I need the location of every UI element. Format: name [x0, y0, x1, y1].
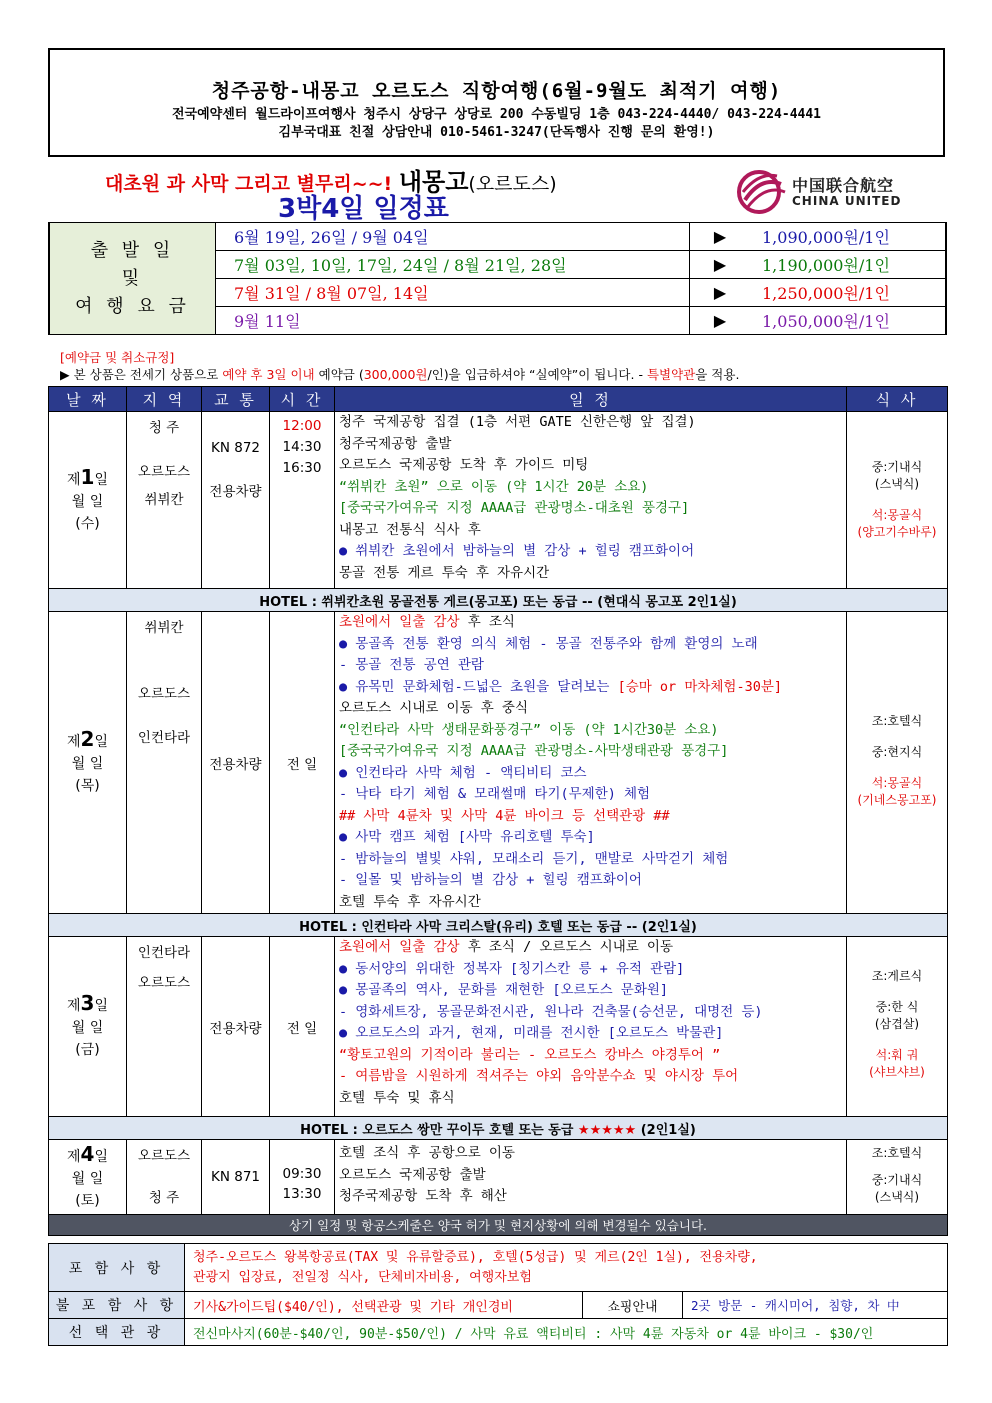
day-meals: [847, 412, 948, 589]
logo-zh-text: 中国联合航空: [792, 176, 895, 195]
price-table: [48, 222, 947, 335]
day-suffix: 일: [94, 734, 108, 750]
departure-label: [49, 223, 216, 335]
day-prefix: 제: [67, 471, 81, 488]
notice-part: 예약금 (: [314, 367, 364, 382]
meal: 조:호텔식: [871, 1146, 923, 1160]
meal: 석:훠 궈: [875, 1048, 919, 1062]
hotel-name: HOTEL : 오르도스 쌍만 꾸이두 호텔 또는 동급: [300, 1122, 578, 1138]
region: 오르도스: [137, 975, 191, 991]
header-contact-line: 전국예약센터 월드라이프여행사 청주시 상당구 상당로 200 수동빌딩 1층 043-224-4440/ 043-224-4441: [171, 107, 822, 122]
schedule-line: [중국국가여유국 지정 AAAA급 관광명소-사막생태관광 풍경구]: [339, 743, 729, 759]
day-schedule: [335, 612, 847, 914]
schedule-line: ● 사막 캠프 체험 [사막 유리호텔 투숙]: [339, 829, 595, 845]
day-row-1: [49, 412, 948, 589]
arrow-icon: ▶: [690, 251, 751, 279]
schedule-line: ● 몽골족 전통 환영 의식 체험 - 몽골 전통주와 함께 환영의 노래: [339, 635, 758, 652]
schedule-line: ● 쒸뷔칸 초원에서 밤하늘의 별 감상 + 힐링 캠프화이어: [339, 543, 695, 559]
itinerary-header-row: [49, 387, 948, 412]
schedule-line: 호텔 투숙 후 자유시간: [339, 893, 481, 910]
col-region: 지 역: [127, 387, 202, 412]
schedule-line: [339, 612, 846, 634]
region: 청 주: [148, 1190, 180, 1206]
china-united-logo: [735, 170, 915, 214]
day-weekday: (토): [75, 1192, 100, 1209]
time: 전 일: [286, 1020, 318, 1037]
meal: 중:한 식: [875, 1000, 919, 1014]
schedule-line: - 몽골 전통 공연 관람: [339, 657, 484, 673]
notice-special-terms: 특별약관: [646, 367, 696, 382]
hotel-info: [49, 1117, 948, 1140]
tour-title-main: 내몽고: [398, 168, 469, 196]
schedule-line: 오르도스 시내로 이동 후 중식: [339, 700, 529, 716]
day-date: 월 일: [71, 1020, 104, 1036]
day-transport: [202, 1140, 270, 1215]
schedule-line: “인컨타라 사막 생태문화풍경구” 이동 (약 1시간30분 소요): [339, 721, 719, 738]
region: 청 주: [148, 420, 180, 436]
day-regions: [127, 612, 202, 914]
arrow-icon: ▶: [690, 279, 751, 307]
region: 인컨타라: [137, 730, 191, 746]
day-suffix: 일: [94, 1148, 108, 1165]
region: 오르도스: [137, 1148, 191, 1164]
day-number: 1: [80, 464, 95, 489]
region: 쒸뷔칸: [144, 492, 184, 508]
time: 12:00: [282, 418, 322, 434]
notice-deposit-amount: 300,000원: [363, 367, 428, 382]
meal: (기네스몽고포): [857, 793, 937, 807]
tour-price: 1,250,000원/1인: [750, 279, 946, 307]
schedule-line: 내몽고 전통식 식사 후: [339, 521, 481, 538]
included-line: 청주-오르도스 왕복항공료(TAX 및 유류할증료), 호텔(5성급) 및 게르(2인 1실), 전용차량,: [193, 1249, 758, 1265]
day-schedule: [335, 1140, 847, 1215]
meal: 중:현지식: [871, 745, 923, 759]
schedule-text: 후 조식: [459, 614, 515, 630]
change-notice: 상기 일정 및 항공스케줄은 양국 허가 및 현지상황에 의해 변경될수 있습니다.: [49, 1215, 948, 1236]
schedule-line: 청주국제공항 출발: [339, 435, 452, 452]
col-time: 시 간: [270, 387, 335, 412]
notice-deadline: 예약 후 3일 이내: [222, 367, 315, 382]
sunrise-highlight: 초원에서 일출 감상: [339, 939, 460, 955]
schedule-line: - 낙타 타기 체험 & 모래썰매 타기(무제한) 체험: [339, 786, 651, 802]
included-line: 관광지 입장료, 전일정 식사, 단체비자비용, 여행자보험: [193, 1269, 532, 1285]
change-notice-row: [49, 1215, 948, 1236]
schedule-line: [중국국가여유국 지정 AAAA급 관광명소-대초원 풍경구]: [339, 500, 690, 516]
meal: (스낵식): [874, 477, 920, 491]
day-transport: [202, 937, 270, 1117]
departure-label-line3: 여 행 요 금: [75, 295, 190, 317]
meal: (스낵식): [874, 1190, 920, 1204]
day-label: [49, 412, 127, 589]
schedule-line: 오르도스 국제공항 출발: [339, 1166, 486, 1183]
arrow-icon: ▶: [690, 223, 751, 251]
day-transport: [202, 612, 270, 914]
excluded-row: [49, 1292, 948, 1319]
optional-row: [49, 1319, 948, 1346]
hotel-info: HOTEL : 인컨타라 사막 크리스탈(유리) 호텔 또는 동급 -- (2인1실): [49, 914, 948, 937]
header-consult-line: 김부국대표 친절 상담안내 010-5461-3247(단독행사 진행 문의 환영!): [278, 125, 715, 140]
flight-number: KN 872: [210, 440, 260, 456]
hotel-row-1: [49, 589, 948, 612]
included-label: 포 함 사 항: [49, 1244, 185, 1292]
col-transport: 교 통: [202, 387, 270, 412]
itinerary-table: [48, 386, 948, 1236]
hotel-row-2: [49, 914, 948, 937]
tour-title-slogan: 대초원 과 사막 그리고 별무리~~!: [105, 173, 393, 195]
day-transport: [202, 412, 270, 589]
day-label: [49, 937, 127, 1117]
day-label: [49, 612, 127, 914]
meal: 조:게르식: [871, 969, 923, 983]
meal: 조:호텔식: [871, 714, 923, 728]
notice-part: 을 적용.: [695, 367, 740, 382]
shopping-label: 쇼핑안내: [583, 1292, 683, 1319]
hotel-room: (2인1실): [636, 1122, 696, 1138]
schedule-line: - 여름밤을 시원하게 적셔주는 야외 음악분수쇼 및 야시장 투어: [339, 1068, 739, 1084]
hotel-row-3: [49, 1117, 948, 1140]
schedule-line: [339, 937, 846, 959]
time: 09:30: [282, 1166, 322, 1182]
notice-part: /인)을 입금하셔야 “실예약”이 됩니다. -: [427, 367, 647, 382]
schedule-line: 청주국제공항 도착 후 해산: [339, 1188, 507, 1204]
header-box: [48, 48, 945, 157]
departure-label-line1: 출 발 일: [90, 239, 175, 261]
departure-dates: 9월 11일: [216, 307, 690, 335]
tour-price: 1,090,000원/1인: [750, 223, 946, 251]
meal: 석:몽골식: [871, 776, 923, 790]
schedule-highlight: [승마 or 마차체험-30분]: [617, 678, 783, 695]
departure-dates: 7월 31일 / 8월 07일, 14일: [216, 279, 690, 307]
day-schedule: [335, 937, 847, 1117]
day-date: 월 일: [71, 1170, 104, 1187]
schedule-line: 몽골 전통 게르 투숙 후 자유시간: [339, 564, 550, 581]
day-meals: [847, 612, 948, 914]
day-row-4: [49, 1140, 948, 1215]
transport-mode: 전용차량: [209, 1020, 262, 1037]
deposit-notice: [60, 349, 739, 383]
tour-title-paren: (오르도스): [468, 173, 557, 195]
schedule-line: “황토고원의 기적이라 불리는 - 오르도스 캉바스 야경투어 ”: [339, 1046, 721, 1063]
day-weekday: (수): [75, 515, 100, 532]
schedule-line: 청주 국제공항 집결 (1층 서편 GATE 신한은행 앞 집결): [339, 414, 696, 430]
excluded-items: 기사&가이드팁($40/인), 선택관광 및 기타 개인경비: [185, 1292, 583, 1319]
schedule-line: ## 사막 4륜차 및 사막 4륜 바이크 등 선택관광 ##: [339, 807, 670, 824]
day-schedule: [335, 412, 847, 589]
day-row-3: [49, 937, 948, 1117]
schedule-text: 후 조식 / 오르도스 시내로 이동: [459, 939, 673, 955]
star-rating: ★★★★★: [577, 1122, 637, 1138]
schedule-line: ● 동서양의 위대한 정복자 [칭기스칸 릉 + 유적 관람]: [339, 960, 685, 977]
china-united-logo-icon: [735, 170, 789, 214]
schedule-text: ● 유목민 문화체험-드넓은 초원을 달려보는: [339, 678, 618, 695]
deposit-notice-text: [60, 366, 739, 383]
day-regions: [127, 412, 202, 589]
schedule-line: 오르도스 국제공항 도착 후 가이드 미팅: [339, 457, 589, 473]
day-number: 3: [80, 991, 95, 1015]
col-meal: 식 사: [847, 387, 948, 412]
region: 쒸뷔칸: [144, 620, 184, 636]
day-meals: [847, 1140, 948, 1215]
day-label: [49, 1140, 127, 1215]
day-regions: [127, 1140, 202, 1215]
day-row-2: [49, 612, 948, 914]
schedule-line: - 일몰 및 밤하늘의 별 감상 + 힐링 캠프화이어: [339, 872, 642, 888]
region: 인컨타라: [137, 945, 191, 961]
region: 오르도스: [137, 464, 191, 480]
region: 오르도스: [137, 686, 191, 702]
day-date: 월 일: [71, 493, 104, 510]
sunrise-highlight: 초원에서 일출 감상: [339, 614, 460, 630]
flight-number: KN 871: [210, 1169, 260, 1185]
time: 13:30: [282, 1186, 322, 1202]
day-times: [270, 412, 335, 589]
schedule-line: - 영화세트장, 몽골문화전시관, 원나라 건축물(승선문, 대명전 등): [339, 1003, 763, 1020]
day-prefix: 제: [67, 1148, 81, 1165]
hotel-info: HOTEL : 쒸뷔칸초원 몽골전통 게르(몽고포) 또는 동급 -- (현대식 몽고포 2인1실): [49, 589, 948, 612]
day-weekday: (목): [75, 778, 100, 794]
day-weekday: (금): [75, 1042, 100, 1058]
day-suffix: 일: [94, 998, 108, 1014]
day-regions: [127, 937, 202, 1117]
meal: (샤브샤브): [869, 1065, 925, 1079]
meal: 석:몽골식: [871, 508, 923, 522]
tour-price: 1,190,000원/1인: [750, 251, 946, 279]
logo-en-text: CHINA UNITED: [792, 194, 902, 208]
included-items: [185, 1244, 948, 1292]
price-row: [49, 223, 946, 251]
day-date: 월 일: [71, 756, 104, 772]
schedule-line: [339, 677, 846, 699]
day-number: 4: [80, 1141, 95, 1166]
departure-label-line2: 및: [121, 267, 144, 289]
tour-subtitle: 3박4일 일정표: [278, 194, 449, 224]
departure-dates: 6월 19일, 26일 / 9월 04일: [216, 223, 690, 251]
departure-dates: 7월 03일, 10일, 17일, 24일 / 8월 21일, 28일: [216, 251, 690, 279]
time: 전 일: [286, 756, 318, 773]
schedule-line: 호텔 투숙 및 휴식: [339, 1089, 455, 1106]
header-title: 청주공항-내몽고 오르도스 직항여행(6월-9월도 최적기 여행): [211, 80, 782, 102]
day-prefix: 제: [67, 998, 81, 1014]
notice-part: ▶ 본 상품은 전세기 상품으로: [60, 367, 223, 382]
shopping-info: 2곳 방문 - 캐시미어, 침향, 차 中: [683, 1292, 948, 1319]
day-meals: [847, 937, 948, 1117]
day-times: [270, 937, 335, 1117]
meal: 중:기내식: [871, 460, 923, 474]
schedule-line: ● 인컨타라 사막 체험 - 액티비티 코스: [339, 764, 587, 781]
schedule-line: - 밤하늘의 별빛 샤워, 모래소리 듣기, 맨발로 사막걷기 체험: [339, 850, 729, 867]
transport-mode: 전용차량: [209, 484, 262, 500]
transport-mode: 전용차량: [209, 756, 262, 773]
terms-table: [48, 1243, 948, 1346]
day-number: 2: [80, 727, 95, 751]
optional-tours: 전신마사지(60분-$40/인, 90분-$50/인) / 사막 유료 액티비티 : 사막 4륜 자동차 or 4륜 바이크 - $30/인: [185, 1319, 948, 1346]
schedule-line: ● 몽골족의 역사, 문화를 재현한 [오르도스 문화원]: [339, 982, 669, 998]
excluded-label: 불 포 함 사 항: [49, 1292, 185, 1319]
col-schedule: 일 정: [335, 387, 847, 412]
col-date: 날 짜: [49, 387, 127, 412]
optional-label: 선 택 관 광: [49, 1319, 185, 1346]
day-times: [270, 1140, 335, 1215]
schedule-line: ● 오르도스의 과거, 현재, 미래를 전시한 [오르도스 박물관]: [339, 1025, 724, 1041]
schedule-line: “쒸뷔칸 초원” 으로 이동 (약 1시간 20분 소요): [339, 478, 649, 495]
time: 14:30: [282, 439, 322, 455]
meal: (양고기수바루): [857, 525, 937, 539]
meal: (삼겹살): [874, 1017, 920, 1031]
day-times: [270, 612, 335, 914]
schedule-line: 호텔 조식 후 공항으로 이동: [339, 1145, 515, 1161]
day-suffix: 일: [94, 471, 108, 488]
tour-price: 1,050,000원/1인: [750, 307, 946, 335]
included-row: [49, 1244, 948, 1292]
arrow-icon: ▶: [690, 307, 751, 335]
time: 16:30: [282, 460, 322, 476]
meal: 중:기내식: [871, 1173, 923, 1187]
deposit-notice-title: [예약금 및 취소규정]: [60, 350, 175, 365]
day-prefix: 제: [67, 734, 81, 750]
